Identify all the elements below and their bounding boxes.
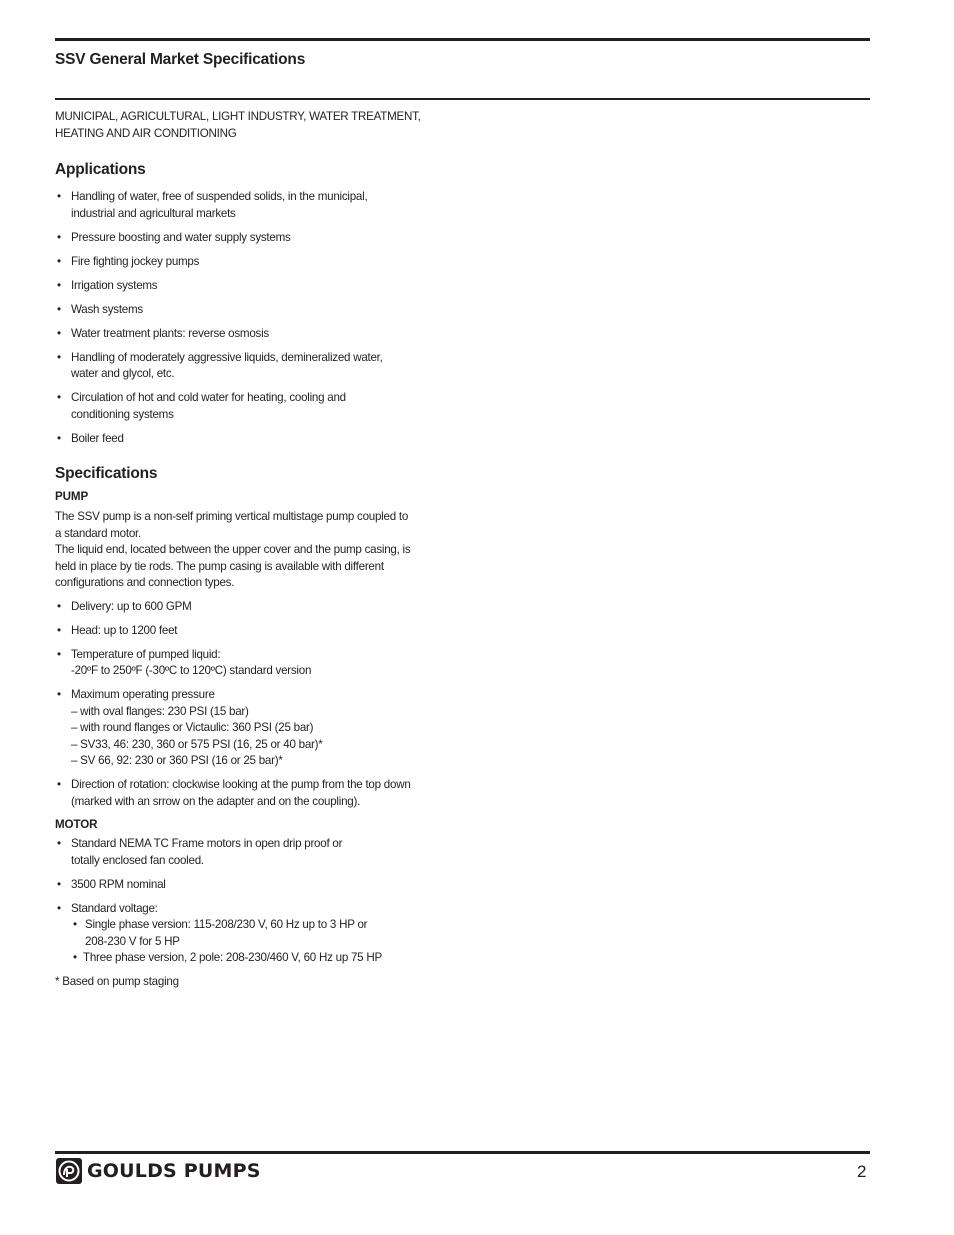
text-line: a standard motor. (55, 526, 141, 540)
text-line: 208-230 V for 5 HP (85, 934, 180, 948)
text-line: (marked with an srrow on the adapter and on the coupling). (71, 794, 361, 808)
text-line: • Water treatment plants: reverse osmosis (71, 326, 269, 340)
text-line: held in place by tie rods. The pump casing is available with different (55, 559, 384, 573)
list-item (71, 950, 445, 967)
text-line: • Head: up to 1200 feet (71, 623, 178, 637)
text-line: conditioning systems (71, 407, 174, 421)
list-item (55, 431, 445, 448)
pump-description (55, 509, 445, 592)
text-line: totally enclosed fan cooled. (71, 853, 204, 867)
list-item (55, 599, 445, 616)
text-line: – with round flanges or Victaulic: 360 PSI (25 bar) (71, 721, 314, 734)
footnote: * Based on pump staging (55, 975, 179, 988)
text-line: • Handling of moderately aggressive liquids, demineralized water, (71, 350, 383, 364)
text-line: industrial and agricultural markets (71, 206, 236, 220)
list-item (55, 623, 445, 640)
applications-list (55, 189, 445, 447)
list-item (55, 189, 445, 222)
main-content (55, 109, 445, 1002)
text-line: • Boiler feed (71, 431, 124, 445)
text-line: – SV 66, 92: 230 or 360 PSI (16 or 25 bar)* (71, 754, 283, 767)
text-line: • Delivery: up to 600 GPM (71, 599, 192, 613)
list-item (55, 877, 445, 894)
text-line: • Maximum operating pressure (71, 688, 215, 701)
list-item (55, 836, 445, 869)
text-line: • Temperature of pumped liquid: (71, 647, 221, 661)
list-item (55, 254, 445, 271)
page-number: 2 (857, 1162, 867, 1181)
text-line: HEATING AND AIR CONDITIONING (55, 126, 237, 140)
text-line: – with oval flanges: 230 PSI (15 bar) (71, 704, 249, 718)
text-line: The liquid end, located between the upper cover and the pump casing, is (55, 543, 411, 556)
text-line: -20ºF to 250ºF (-30ºC to 120ºC) standard version (71, 664, 312, 677)
applications-heading: Applications (55, 161, 146, 178)
motor-spec-list (55, 836, 445, 967)
list-item (55, 278, 445, 295)
text-line: • Wash systems (71, 302, 143, 316)
text-line: • Fire fighting jockey pumps (71, 254, 200, 268)
page-title: SSV General Market Specifications (55, 51, 306, 68)
markets-text (55, 109, 445, 142)
pump-spec-list (55, 599, 445, 811)
voltage-options (71, 917, 445, 967)
text-line: – SV33, 46: 230, 360 or 575 PSI (16, 25 or 40 bar)* (71, 737, 323, 751)
text-line: • Direction of rotation: clockwise looking at the pump from the top down (71, 778, 411, 791)
motor-heading: MOTOR (55, 818, 98, 831)
text-line: • Three phase version, 2 pole: 208-230/460 V, 60 Hz up 75 HP (83, 951, 382, 964)
specifications-heading: Specifications (55, 465, 158, 482)
list-item (55, 687, 445, 770)
list-item (71, 917, 445, 950)
list-item (55, 326, 445, 343)
text-line: • Standard voltage: (71, 901, 158, 915)
text-line: The SSV pump is a non-self priming vertical multistage pump coupled to (55, 510, 409, 523)
text-line: configurations and connection types. (55, 576, 235, 589)
list-item (55, 390, 445, 423)
list-item (55, 230, 445, 247)
text-line: • Circulation of hot and cold water for heating, cooling and (71, 391, 346, 404)
pump-heading: PUMP (55, 490, 89, 503)
text-line: water and glycol, etc. (71, 367, 175, 380)
text-line: • Pressure boosting and water supply systems (71, 230, 291, 244)
list-item (55, 350, 445, 383)
text-line: • 3500 RPM nominal (71, 877, 166, 891)
list-item (55, 647, 445, 680)
footer-rule (55, 1151, 870, 1154)
text-line: MUNICIPAL, AGRICULTURAL, LIGHT INDUSTRY, WATER TREATMENT, (55, 110, 421, 123)
list-item (55, 777, 445, 810)
text-line: • Single phase version: 115-208/230 V, 60 Hz up to 3 HP or (85, 918, 368, 931)
goulds-pumps-logo (56, 1158, 261, 1184)
text-line: • Standard NEMA TC Frame motors in open drip proof or (71, 837, 343, 850)
text-line: • Handling of water, free of suspended solids, in the municipal, (71, 190, 368, 203)
top-rule (55, 38, 870, 41)
header-divider (55, 98, 870, 100)
list-item (55, 901, 445, 967)
brand-name: GOULDS PUMPS (87, 1160, 261, 1182)
list-item (55, 302, 445, 319)
goulds-logo-icon (56, 1158, 82, 1184)
text-line: • Irrigation systems (71, 278, 158, 292)
